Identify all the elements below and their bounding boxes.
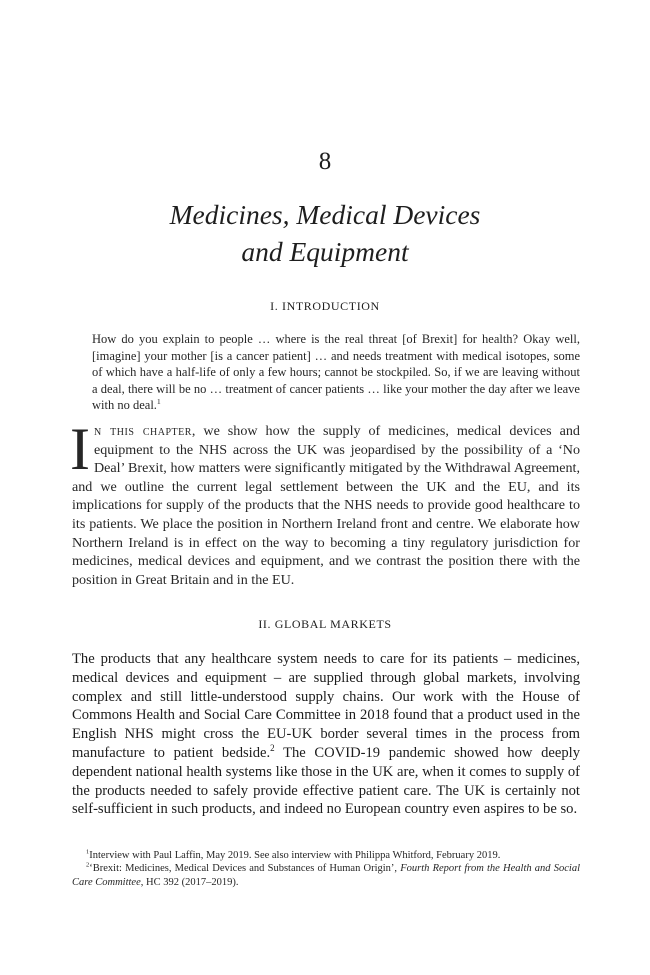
chapter-title-line-2: and Equipment	[241, 236, 409, 267]
chapter-number: 8	[318, 148, 332, 175]
footnote-2-tail: , HC 392 (2017–2019).	[140, 876, 239, 888]
footnote-ref-2: 2	[270, 743, 275, 754]
footnotes	[72, 849, 580, 889]
footnote-ref-1: 1	[156, 397, 161, 407]
intro-paragraph	[70, 416, 580, 589]
footnote-1-text: Interview with Paul Laffin, May 2019. See also interview with Philippa Whitford, February 2019.	[89, 850, 501, 861]
epigraph-text: How do you explain to people … where is the real threat [of Brexit] for health? Okay well, [imagine] your mother [is a cancer patient] … and needs treatment with medical isotopes, some of which have a half-life of only a few hours; cannot be stockpiled. So, if we are leaving without a deal, there will be no … treatment of cancer patients … like your mother the day after we leave with no deal.	[92, 332, 580, 413]
footnote-2-text: ‘Brexit: Medicines, Medical Devices and Substances of Human Origin’,	[89, 863, 398, 875]
footnote-2-mark: 2	[86, 861, 90, 869]
intro-smallcaps-lead: n this chapter	[93, 423, 192, 439]
paragraph-text-part-2: The COVID-19 pandemic showed how deeply dependent national health systems like those in the UK are, when it comes to supply of the products needed to safely provide effective patient care. The UK is certainly not self-sufficient in such products, and indeed no European country even aspires to be so.	[72, 744, 580, 818]
footnote-2-report-title: Fourth Report from the Health and Social Care Committee	[72, 863, 580, 888]
section-heading-global-markets: II. GLOBAL MARKETS	[258, 617, 392, 631]
section-heading-introduction: I. INTRODUCTION	[270, 299, 380, 313]
intro-text: , we show how the supply of medicines, medical devices and equipment to the NHS across the UK was jeopardised by the possibility of a ‘No Deal’ Brexit, how matters were significantly mitigated by the Withdrawal Agreement, and we outline the current legal settlement between the UK and the EU, and its implications for supply of the products that the NHS needs to provide good healthcare to its patients. We place the position in Northern Ireland front and centre. We elaborate how Northern Ireland is in effect on the way to becoming a tiny regulatory jurisdiction for medicines, medical devices and equipment, and we contrast the position there with the position in Great Britain and in the EU.	[72, 423, 580, 588]
global-markets-paragraph	[72, 650, 580, 819]
epigraph-quote	[92, 331, 580, 414]
footnote-2	[72, 862, 580, 889]
paragraph-text-part-1: The products that any healthcare system needs to care for its patients – medicines, medical devices and equipment – are supplied through global markets, involving complex and still little-understood supply chains. Our work with the House of Commons Health and Social Care Committee in 2018 found that a product used in the English NHS might cross the EU-UK border several times in the process from manufacture to patient bedside.	[72, 651, 580, 761]
chapter-title	[0, 196, 650, 270]
footnote-1-mark: 1	[86, 848, 90, 856]
chapter-title-line-1: Medicines, Medical Devices	[169, 199, 481, 230]
drop-cap: I	[70, 416, 90, 482]
footnote-1	[72, 849, 580, 862]
